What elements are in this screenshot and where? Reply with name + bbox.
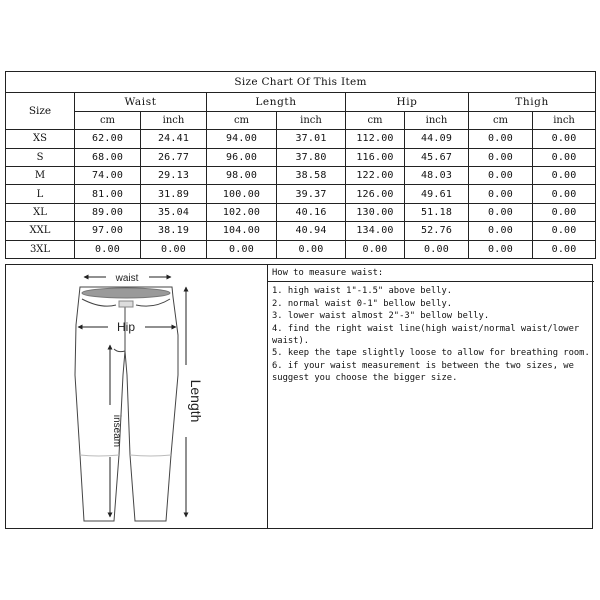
measurement-cell: 0.00 [469, 240, 533, 258]
jeans-measurement-diagram [6, 265, 267, 528]
panel-divider [267, 265, 268, 528]
measurement-cell: 0.00 [346, 240, 405, 258]
measurement-cell: 0.00 [405, 240, 469, 258]
measurement-cell: 116.00 [346, 148, 405, 166]
measurement-cell: 104.00 [207, 222, 277, 240]
measurement-cell: 0.00 [533, 167, 596, 185]
size-row [6, 203, 596, 221]
measurement-cell: 97.00 [75, 222, 141, 240]
hip-label: Hip [116, 320, 136, 334]
size-label: XS [6, 130, 75, 148]
measurement-cell: 0.00 [469, 185, 533, 203]
measurement-cell: 62.00 [75, 130, 141, 148]
unit-header: inch [141, 111, 207, 129]
measurement-cell: 37.01 [277, 130, 346, 148]
measurement-cell: 0.00 [533, 203, 596, 221]
measurement-cell: 52.76 [405, 222, 469, 240]
measurement-cell: 24.41 [141, 130, 207, 148]
measurement-cell: 51.18 [405, 203, 469, 221]
measurement-cell: 31.89 [141, 185, 207, 203]
group-header-waist: Waist [75, 93, 207, 111]
measurement-cell: 98.00 [207, 167, 277, 185]
measurement-cell: 81.00 [75, 185, 141, 203]
instruction-item: 1. high waist 1"-1.5" above belly. [272, 286, 453, 297]
group-header-length: Length [207, 93, 346, 111]
measure-panel [5, 264, 593, 529]
measurement-cell: 0.00 [469, 222, 533, 240]
size-row [6, 185, 596, 203]
measurement-cell: 0.00 [207, 240, 277, 258]
measurement-cell: 39.37 [277, 185, 346, 203]
measurement-cell: 29.13 [141, 167, 207, 185]
measurement-cell: 38.19 [141, 222, 207, 240]
measurement-cell: 0.00 [469, 167, 533, 185]
unit-header: cm [469, 111, 533, 129]
measurement-cell: 35.04 [141, 203, 207, 221]
size-row [6, 240, 596, 258]
unit-header: cm [75, 111, 141, 129]
measurement-cell: 26.77 [141, 148, 207, 166]
measurement-cell: 74.00 [75, 167, 141, 185]
unit-header: cm [346, 111, 405, 129]
instruction-item: 3. lower waist almost 2"-3" bellow belly. [272, 311, 490, 322]
size-label: M [6, 167, 75, 185]
size-row [6, 130, 596, 148]
size-column-header: Size [6, 93, 75, 130]
measurement-cell: 0.00 [469, 203, 533, 221]
measurement-cell: 102.00 [207, 203, 277, 221]
size-rows [6, 130, 596, 259]
measurement-cell: 0.00 [469, 130, 533, 148]
measurement-cell: 0.00 [141, 240, 207, 258]
measurement-cell: 49.61 [405, 185, 469, 203]
measurement-cell: 96.00 [207, 148, 277, 166]
size-chart-table [5, 71, 596, 259]
unit-header: inch [533, 111, 596, 129]
measurement-cell: 48.03 [405, 167, 469, 185]
measurement-cell: 122.00 [346, 167, 405, 185]
size-row [6, 148, 596, 166]
measurement-cell: 0.00 [469, 148, 533, 166]
inseam-label: inseam [111, 414, 122, 448]
unit-header: inch [405, 111, 469, 129]
jeans-illustration [6, 265, 267, 528]
size-label: 3XL [6, 240, 75, 258]
size-label: XXL [6, 222, 75, 240]
table-title: Size Chart Of This Item [6, 72, 596, 93]
instruction-item: 4. find the right waist line(high waist/normal waist/lower waist). [272, 323, 580, 347]
measurement-cell: 0.00 [533, 130, 596, 148]
measurement-cell: 0.00 [75, 240, 141, 258]
unit-header: inch [277, 111, 346, 129]
measurement-cell: 38.58 [277, 167, 346, 185]
measurement-cell: 112.00 [346, 130, 405, 148]
instruction-item: 5. keep the tape slightly loose to allow for breathing room. [272, 348, 590, 359]
instruction-item: 2. normal waist 0-1" bellow belly. [272, 298, 453, 309]
measurement-cell: 0.00 [533, 240, 596, 258]
measurement-cell: 0.00 [533, 185, 596, 203]
measure-instructions [272, 267, 590, 385]
measurement-cell: 130.00 [346, 203, 405, 221]
measurement-cell: 0.00 [533, 148, 596, 166]
measurement-cell: 134.00 [346, 222, 405, 240]
size-row [6, 167, 596, 185]
measurement-cell: 0.00 [277, 240, 346, 258]
instruction-item: 6. if your waist measurement is between the two sizes, we suggest you choose the bigger size. [272, 360, 574, 384]
size-label: XL [6, 203, 75, 221]
size-row [6, 222, 596, 240]
measurement-cell: 0.00 [533, 222, 596, 240]
measurement-cell: 126.00 [346, 185, 405, 203]
unit-header: cm [207, 111, 277, 129]
measurement-cell: 45.67 [405, 148, 469, 166]
size-label: L [6, 185, 75, 203]
measurement-cell: 44.09 [405, 130, 469, 148]
size-label: S [6, 148, 75, 166]
measurement-cell: 89.00 [75, 203, 141, 221]
waist-label: waist [115, 273, 139, 284]
measurement-cell: 40.94 [277, 222, 346, 240]
measurement-cell: 40.16 [277, 203, 346, 221]
group-header-hip: Hip [346, 93, 469, 111]
instructions-rule [267, 281, 594, 282]
measurement-cell: 94.00 [207, 130, 277, 148]
instructions-title: How to measure waist: [272, 268, 384, 278]
measurement-cell: 100.00 [207, 185, 277, 203]
group-header-thigh: Thigh [469, 93, 596, 111]
measurement-cell: 68.00 [75, 148, 141, 166]
measurement-cell: 37.80 [277, 148, 346, 166]
length-label: Length [188, 379, 204, 423]
